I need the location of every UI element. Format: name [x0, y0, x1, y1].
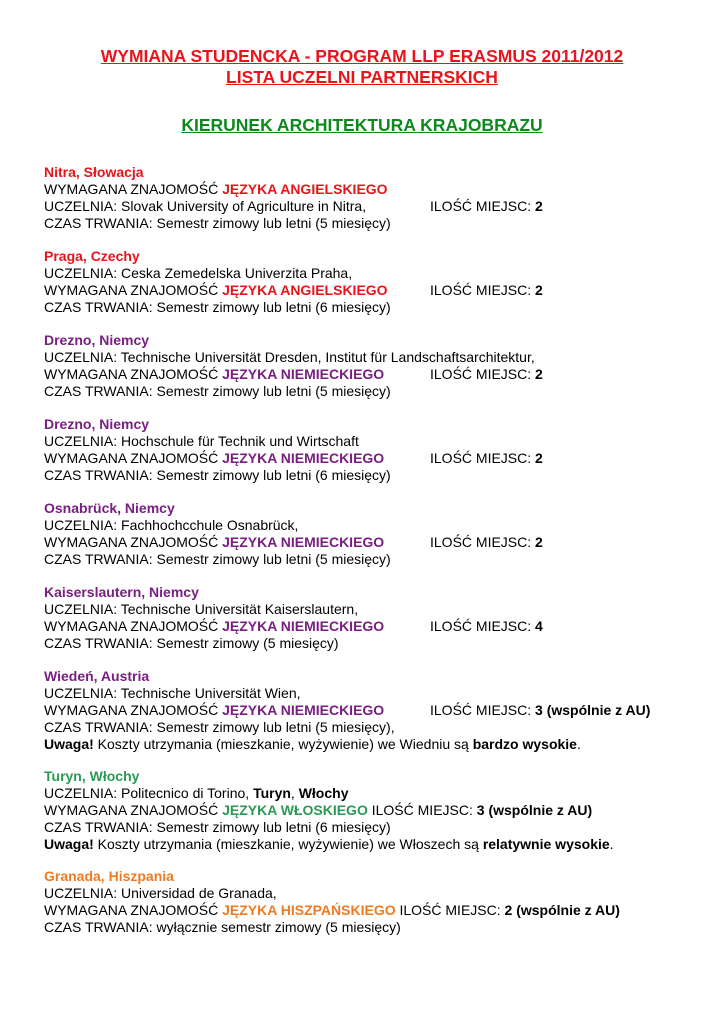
title-line-2: LISTA UCZELNI PARTNERSKICH	[226, 67, 498, 87]
language-label: WYMAGANA ZNAJOMOŚĆ	[44, 618, 223, 634]
university-value: Hochschule für Technik und Wirtschaft	[121, 433, 359, 449]
language-value: JĘZYKA NIEMIECKIEGO	[222, 534, 385, 550]
university-label: UCZELNIA:	[44, 601, 121, 617]
university-value: Slovak University of Agriculture in Nitra,	[121, 198, 367, 214]
entry-osnabrueck	[44, 500, 704, 568]
places-value: 2 (wspólnie z AU)	[504, 902, 620, 918]
university-value: Ceska Zemedelska Univerzita Praha,	[121, 265, 353, 281]
places-value: 2	[535, 450, 543, 466]
duration-line	[44, 635, 704, 652]
places-label: ILOŚĆ MIEJSC:	[430, 702, 536, 718]
entry-city: Praga, Czechy	[44, 248, 140, 264]
places	[430, 450, 543, 467]
university-line	[44, 198, 704, 215]
note-end: .	[609, 836, 614, 852]
university-line	[44, 785, 704, 802]
language-value: JĘZYKA NIEMIECKIEGO	[222, 450, 385, 466]
places-label: ILOŚĆ MIEJSC:	[399, 902, 505, 918]
note-line	[44, 736, 704, 753]
university-line	[44, 265, 704, 282]
language-line	[44, 902, 704, 919]
university-value: Universidad de Granada,	[121, 885, 277, 901]
university-label: UCZELNIA:	[44, 517, 122, 533]
places-value: 2	[535, 534, 543, 550]
note-text: Koszty utrzymania (mieszkanie, wyżywienie) we Włoszech są	[93, 836, 483, 852]
title-line-1: WYMIANA STUDENCKA - PROGRAM LLP ERASMUS 2011/2012	[100, 46, 624, 66]
places	[430, 534, 543, 551]
language-line	[44, 618, 704, 635]
entry-wieden	[44, 668, 704, 753]
university-value: Technische Universität Wien,	[120, 685, 301, 701]
university-line	[44, 685, 704, 702]
university-label: UCZELNIA:	[44, 265, 122, 281]
entry-city: Osnabrück, Niemcy	[44, 500, 175, 516]
university-separator: ,	[290, 785, 299, 801]
university-label: UCZELNIA:	[44, 685, 121, 701]
duration-label: CZAS TRWANIA:	[44, 635, 157, 651]
duration-value: Semestr zimowy lub letni (5 miesięcy)	[156, 383, 391, 399]
language-value: JĘZYKA NIEMIECKIEGO	[222, 618, 385, 634]
university-label: UCZELNIA:	[44, 885, 122, 901]
places	[430, 618, 543, 635]
language-line	[44, 366, 704, 383]
duration-line	[44, 383, 704, 400]
entry-nitra	[44, 164, 704, 232]
entry-city: Wiedeń, Austria	[44, 668, 150, 684]
entry-city: Kaiserslautern, Niemcy	[44, 584, 199, 600]
language-line	[44, 802, 704, 819]
places	[430, 198, 543, 215]
note-label: Uwaga!	[44, 836, 94, 852]
duration-line	[44, 719, 704, 736]
language-value: JĘZYKA NIEMIECKIEGO	[222, 702, 385, 718]
language-label: WYMAGANA ZNAJOMOŚĆ	[44, 802, 223, 818]
duration-line	[44, 919, 704, 936]
language-label: WYMAGANA ZNAJOMOŚĆ	[44, 534, 223, 550]
places-label: ILOŚĆ MIEJSC:	[430, 534, 536, 550]
entry-turyn	[44, 768, 704, 853]
duration-line	[44, 819, 704, 836]
entry-city: Granada, Hiszpania	[44, 868, 174, 884]
university-label: UCZELNIA:	[44, 433, 122, 449]
duration-value: wyłącznie semestr zimowy (5 miesięcy)	[156, 919, 401, 935]
university-label: UCZELNIA:	[44, 349, 121, 365]
language-line	[44, 282, 704, 299]
language-value: JĘZYKA HISZPAŃSKIEGO	[222, 902, 396, 918]
duration-label: CZAS TRWANIA:	[44, 467, 157, 483]
university-label: UCZELNIA:	[44, 785, 122, 801]
duration-value: Semestr zimowy lub letni (5 miesięcy),	[156, 719, 395, 735]
duration-value: Semestr zimowy lub letni (5 miesięcy)	[156, 215, 391, 231]
language-label: WYMAGANA ZNAJOMOŚĆ	[44, 181, 223, 197]
note-label: Uwaga!	[44, 736, 94, 752]
duration-label: CZAS TRWANIA:	[44, 819, 157, 835]
places-value: 3 (wspólnie z AU)	[476, 802, 593, 818]
entry-kaiserslautern	[44, 584, 704, 652]
duration-label: CZAS TRWANIA:	[44, 719, 157, 735]
university-value: Politecnico di Torino,	[121, 785, 254, 801]
places-value: 2	[535, 198, 543, 214]
places-label: ILOŚĆ MIEJSC:	[430, 282, 536, 298]
entry-drezno-htw	[44, 416, 704, 484]
entry-granada	[44, 868, 704, 936]
note-line	[44, 836, 704, 853]
language-line	[44, 181, 704, 198]
university-city: Turyn	[253, 785, 291, 801]
places-value: 2	[535, 282, 543, 298]
duration-value: Semestr zimowy lub letni (6 miesięcy)	[156, 299, 391, 315]
language-line	[44, 702, 704, 719]
university-line	[44, 349, 704, 366]
language-value: JĘZYKA NIEMIECKIEGO	[222, 366, 385, 382]
language-label: WYMAGANA ZNAJOMOŚĆ	[44, 282, 223, 298]
university-value: Technische Universität Dresden, Institut für Landschaftsarchitektur,	[120, 349, 535, 365]
places-value: 2	[535, 366, 543, 382]
duration-label: CZAS TRWANIA:	[44, 299, 157, 315]
duration-label: CZAS TRWANIA:	[44, 215, 157, 231]
entry-city: Drezno, Niemcy	[44, 332, 150, 348]
university-line	[44, 885, 704, 902]
duration-line	[44, 551, 704, 568]
language-line	[44, 534, 704, 551]
note-end: .	[576, 736, 581, 752]
note-text: Koszty utrzymania (mieszkanie, wyżywienie) we Wiedniu są	[93, 736, 473, 752]
entry-city: Nitra, Słowacja	[44, 164, 144, 180]
language-value: JĘZYKA ANGIELSKIEGO	[222, 282, 388, 298]
entry-drezno-tu	[44, 332, 704, 400]
university-line	[44, 433, 704, 450]
places-label: ILOŚĆ MIEJSC:	[430, 198, 536, 214]
entry-city: Turyn, Włochy	[44, 768, 140, 784]
places-label: ILOŚĆ MIEJSC:	[430, 450, 536, 466]
places	[430, 366, 543, 383]
language-label: WYMAGANA ZNAJOMOŚĆ	[44, 366, 223, 382]
language-value: JĘZYKA ANGIELSKIEGO	[222, 181, 388, 197]
duration-line	[44, 299, 704, 316]
note-emphasis: bardzo wysokie	[472, 736, 577, 752]
language-label: WYMAGANA ZNAJOMOŚĆ	[44, 450, 223, 466]
note-emphasis: relatywnie wysokie	[482, 836, 610, 852]
duration-label: CZAS TRWANIA:	[44, 383, 157, 399]
places	[430, 282, 543, 299]
university-label: UCZELNIA:	[44, 198, 122, 214]
places-value: 4	[535, 618, 543, 634]
entry-city: Drezno, Niemcy	[44, 416, 150, 432]
places-label: ILOŚĆ MIEJSC:	[371, 802, 477, 818]
language-label: WYMAGANA ZNAJOMOŚĆ	[44, 902, 223, 918]
places-value: 3 (wspólnie z AU)	[535, 702, 651, 718]
language-label: WYMAGANA ZNAJOMOŚĆ	[44, 702, 223, 718]
places-label: ILOŚĆ MIEJSC:	[430, 618, 536, 634]
duration-value: Semestr zimowy lub letni (6 miesięcy)	[156, 467, 391, 483]
duration-value: Semestr zimowy lub letni (6 miesięcy)	[156, 819, 391, 835]
duration-line	[44, 215, 704, 232]
university-country: Włochy	[298, 785, 349, 801]
places-label: ILOŚĆ MIEJSC:	[430, 366, 536, 382]
duration-label: CZAS TRWANIA:	[44, 551, 157, 567]
places	[430, 702, 650, 719]
university-value: Technische Universität Kaiserslautern,	[120, 601, 359, 617]
university-line	[44, 517, 704, 534]
duration-line	[44, 467, 704, 484]
duration-value: Semestr zimowy (5 miesięcy)	[156, 635, 339, 651]
language-value: JĘZYKA WŁOSKIEGO	[222, 802, 368, 818]
university-value: Fachhochcchule Osnabrück,	[121, 517, 299, 533]
language-line	[44, 450, 704, 467]
duration-label: CZAS TRWANIA:	[44, 919, 157, 935]
duration-value: Semestr zimowy lub letni (5 miesięcy)	[156, 551, 391, 567]
entry-praga	[44, 248, 704, 316]
university-line	[44, 601, 704, 618]
subtitle: KIERUNEK ARCHITEKTURA KRAJOBRAZU	[181, 115, 543, 135]
